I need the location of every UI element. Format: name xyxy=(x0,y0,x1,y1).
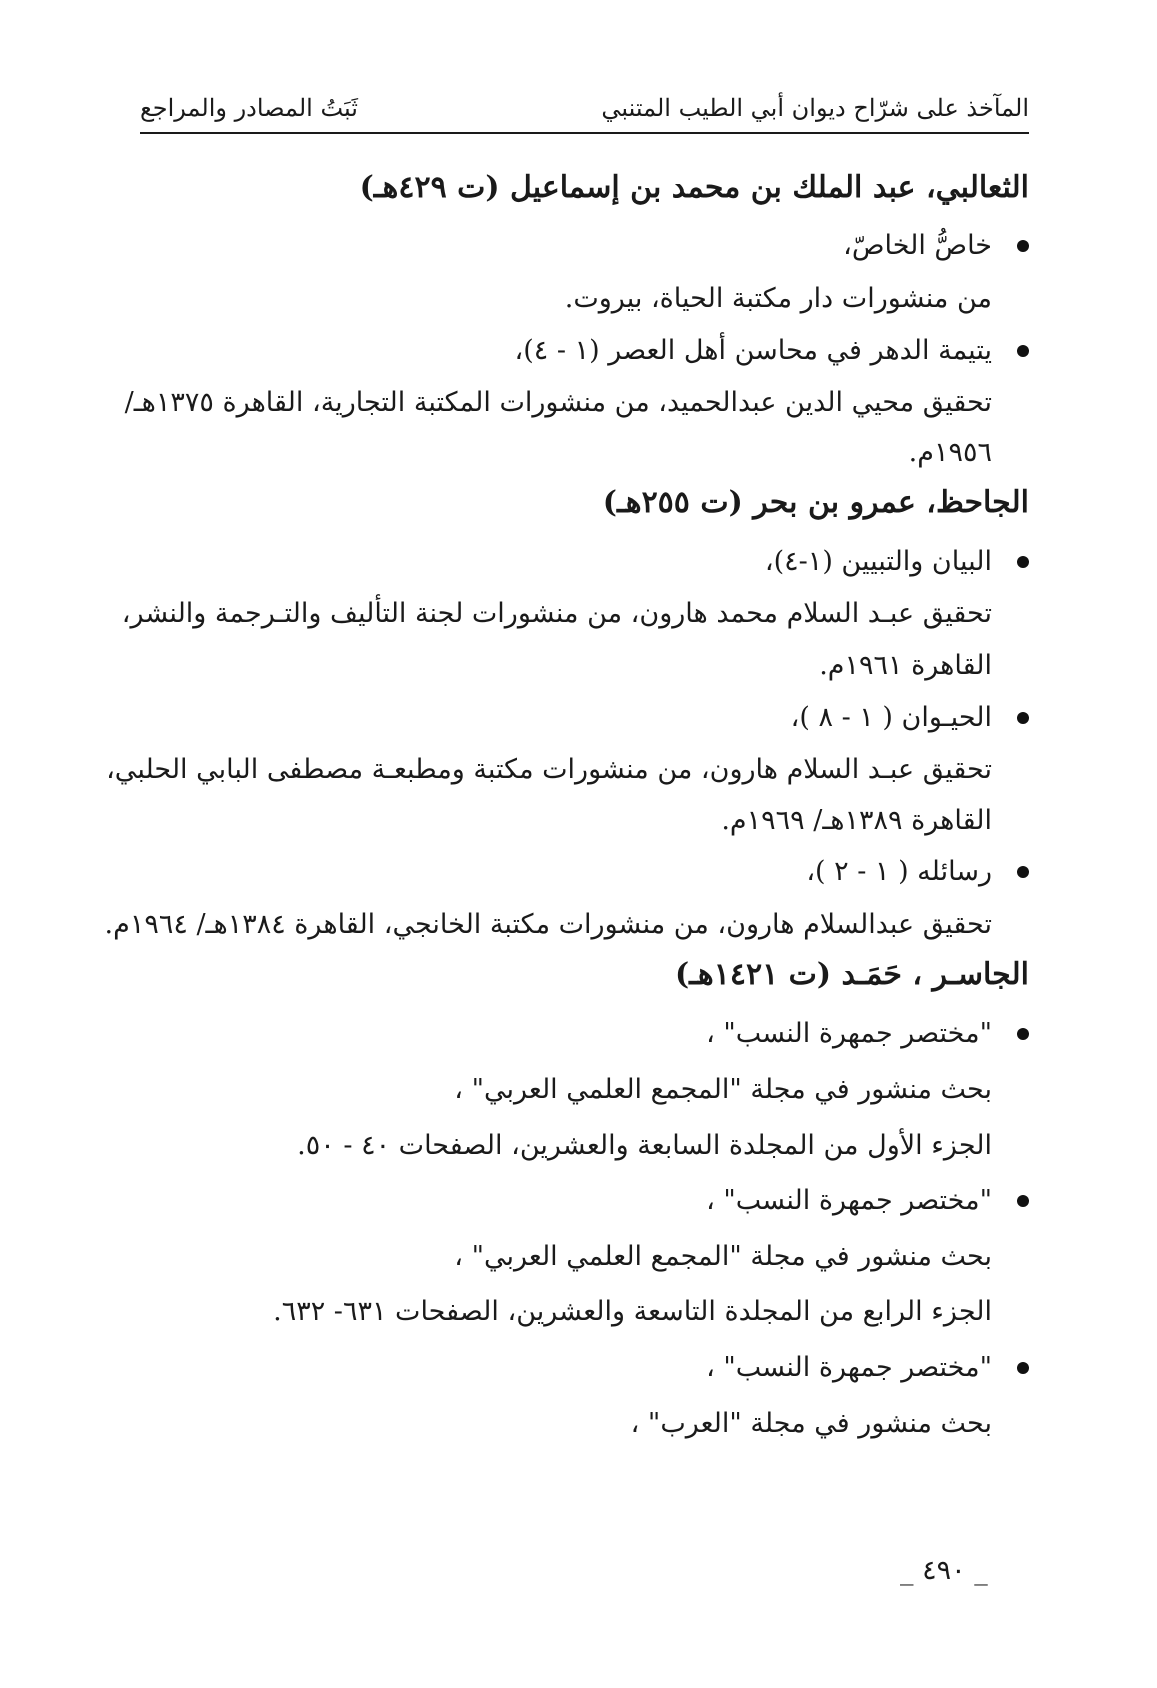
author-heading-thaalibi: الثعالبي، عبد الملك بن محمد بن إسماعيل (ت ٤٢٩هـ) xyxy=(359,170,1029,205)
bullet-icon xyxy=(1017,240,1029,252)
publication-info: القاهرة ١٩٦١م. xyxy=(819,650,992,681)
running-header xyxy=(140,88,1029,134)
book-title: رسائله ( ١ - ٢ )، xyxy=(806,856,992,887)
publication-info: تحقيق عبـد السلام محمد هارون، من منشورات لجنة التأليف والتـرجمة والنشر، xyxy=(121,598,992,629)
book-title: خاصُّ الخاصّ، xyxy=(843,230,992,261)
publication-info: تحقيق عبدالسلام هارون، من منشورات مكتبة الخانجي، القاهرة ١٣٨٤هـ/ ١٩٦٤م. xyxy=(104,909,992,940)
book-title: البيان والتبيين (١-٤)، xyxy=(764,546,992,577)
book-title: الحيـوان ( ١ - ٨ )، xyxy=(790,702,992,733)
bullet-icon xyxy=(1017,712,1029,724)
publication-info: تحقيق محيي الدين عبدالحميد، من منشورات المكتبة التجارية، القاهرة ١٣٧٥هـ/ xyxy=(124,387,992,418)
header-section-title: ثَبَتُ المصادر والمراجع xyxy=(140,94,358,122)
bullet-icon xyxy=(1017,345,1029,357)
publication-info: القاهرة ١٣٨٩هـ/ ١٩٦٩م. xyxy=(721,805,992,836)
publication-info: بحث منشور في مجلة "العرب" ، xyxy=(630,1408,992,1439)
publication-info: بحث منشور في مجلة "المجمع العلمي العربي" ، xyxy=(454,1074,992,1105)
publication-info: تحقيق عبـد السلام هارون، من منشورات مكتبة ومطبعـة مصطفى البابي الحلبي، xyxy=(106,754,992,785)
bullet-icon xyxy=(1017,866,1029,878)
publication-info: بحث منشور في مجلة "المجمع العلمي العربي" ، xyxy=(454,1241,992,1272)
book-title: يتيمة الدهر في محاسن أهل العصر (١ - ٤)، xyxy=(514,335,992,366)
article-title: "مختصر جمهرة النسب" ، xyxy=(706,1185,992,1216)
bullet-icon xyxy=(1017,1028,1029,1040)
publication-info: الجزء الرابع من المجلدة التاسعة والعشرين، الصفحات ٦٣١- ٦٣٢. xyxy=(273,1296,992,1327)
page-number: _ ٤٩٠ _ xyxy=(900,1555,988,1586)
article-title: "مختصر جمهرة النسب" ، xyxy=(706,1352,992,1383)
bullet-icon xyxy=(1017,1195,1029,1207)
publication-info: ١٩٥٦م. xyxy=(908,437,992,468)
article-title: "مختصر جمهرة النسب" ، xyxy=(706,1018,992,1049)
header-book-title: المآخذ على شرّاح ديوان أبي الطيب المتنبي xyxy=(601,94,1029,122)
publication-info: الجزء الأول من المجلدة السابعة والعشرين، الصفحات ٤٠ - ٥٠. xyxy=(297,1130,992,1161)
bullet-icon xyxy=(1017,1362,1029,1374)
bullet-icon xyxy=(1017,556,1029,568)
author-heading-jasir: الجاسـر ، حَمَـد (ت ١٤٢١هـ) xyxy=(674,957,1029,992)
publication-info: من منشورات دار مكتبة الحياة، بيروت. xyxy=(564,283,992,314)
author-heading-jahiz: الجاحظ، عمرو بن بحر (ت ٢٥٥هـ) xyxy=(602,485,1029,520)
